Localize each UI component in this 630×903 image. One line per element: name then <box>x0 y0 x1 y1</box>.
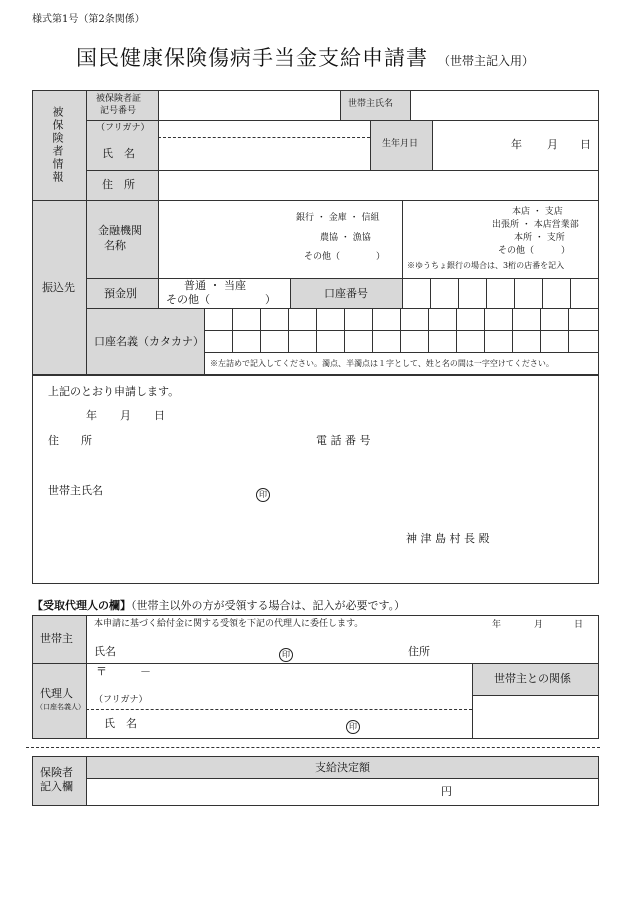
householder-name-label: 世帯主氏名 <box>348 99 394 109</box>
proxy-year: 年 <box>492 620 502 630</box>
furigana-label: （フリガナ） <box>96 123 150 133</box>
institution-label-1: 金融機関 <box>98 224 142 237</box>
insured-section-label: 被保険者情報 <box>51 106 64 184</box>
account-holder-label: 口座名義（カタカナ） <box>94 335 204 348</box>
branch-types-2[interactable]: 出張所 ・ 本店営業部 <box>492 220 579 230</box>
birth-day-unit: 日 <box>580 138 591 151</box>
account-number-label: 口座番号 <box>324 287 368 300</box>
birth-year-unit: 年 <box>511 138 522 151</box>
transfer-section-label: 振込先 <box>42 281 75 294</box>
page-title: 国民健康保険傷病手当金支給申請書 <box>76 46 428 70</box>
seal-icon: 印 <box>279 648 293 662</box>
birth-month-unit: 月 <box>547 138 558 151</box>
relation-label: 世帯主との関係 <box>494 672 571 685</box>
bank-types-3[interactable]: その他（ ） <box>304 252 386 262</box>
insurer-label-1: 保険者 <box>40 766 73 779</box>
bank-types-1[interactable]: 銀行 ・ 金庫 ・ 信組 <box>296 213 380 223</box>
seal-icon: 印 <box>256 488 270 502</box>
birthdate-label: 生年月日 <box>382 139 419 149</box>
institution-label-2: 名称 <box>104 239 126 252</box>
deposit-type-label: 預金別 <box>104 287 137 300</box>
yen-unit: 円 <box>441 785 452 798</box>
proxy-month: 月 <box>534 620 544 630</box>
agent-name-label: 氏 名 <box>104 717 137 730</box>
proxy-address-label: 住所 <box>408 645 430 658</box>
application-phone-label: 電 話 番 号 <box>316 434 371 447</box>
seal-icon: 印 <box>346 720 360 734</box>
delegation-text: 本申請に基づく給付金に関する受領を下記の代理人に委任します。 <box>94 619 364 629</box>
application-householder-label: 世帯主氏名 <box>48 484 103 497</box>
application-year: 年 <box>86 409 97 422</box>
insurer-label-2: 記入欄 <box>40 780 73 793</box>
form-number: 様式第1号（第2条関係） <box>32 14 145 25</box>
name-label: 氏 名 <box>102 147 135 160</box>
agent-label: 代理人 <box>40 687 73 700</box>
postal-mark: 〒 － <box>96 665 151 678</box>
yucho-note: ※ゆうちょ銀行の場合は、3桁の店番を記入 <box>407 261 565 270</box>
cut-line <box>26 747 600 748</box>
application-statement: 上記のとおり申請します。 <box>48 385 180 398</box>
proxy-heading-rest: （世帯主以外の方が受領する場合は、記入が必要です。） <box>131 599 406 612</box>
application-month: 月 <box>120 409 131 422</box>
insurance-number-label-1: 被保険者証 <box>96 94 142 104</box>
application-box <box>32 375 599 584</box>
addressee: 神 津 島 村 長 殿 <box>406 532 490 545</box>
bank-types-2[interactable]: 農協 ・ 漁協 <box>320 233 371 243</box>
decided-amount-label: 支給決定額 <box>315 761 370 774</box>
proxy-heading-bold: 【受取代理人の欄】 <box>32 599 131 612</box>
deposit-types-1[interactable]: 普通 ・ 当座 <box>184 279 246 292</box>
agent-furigana-label: （フリガナ） <box>94 695 148 705</box>
branch-types-1[interactable]: 本店 ・ 支店 <box>512 207 563 217</box>
address-label: 住 所 <box>102 178 135 191</box>
proxy-name-label: 氏名 <box>94 645 116 658</box>
deposit-types-2[interactable]: その他（ ） <box>166 293 276 306</box>
agent-sub-label: （口座名義人） <box>36 703 85 711</box>
proxy-day: 日 <box>574 620 584 630</box>
proxy-householder-label: 世帯主 <box>40 632 73 645</box>
branch-types-3[interactable]: 本所 ・ 支所 <box>514 233 565 243</box>
application-address-label: 住 所 <box>48 434 92 447</box>
kana-note: ※左詰めで記入してください。濁点、半濁点は１字として、姓と名の間は一字空けてください。 <box>210 359 554 368</box>
page-title-suffix: （世帯主記入用） <box>438 54 535 68</box>
application-day: 日 <box>154 409 165 422</box>
insurance-number-label-2: 記号番号 <box>100 106 137 116</box>
branch-types-4[interactable]: その他（ ） <box>498 246 571 256</box>
